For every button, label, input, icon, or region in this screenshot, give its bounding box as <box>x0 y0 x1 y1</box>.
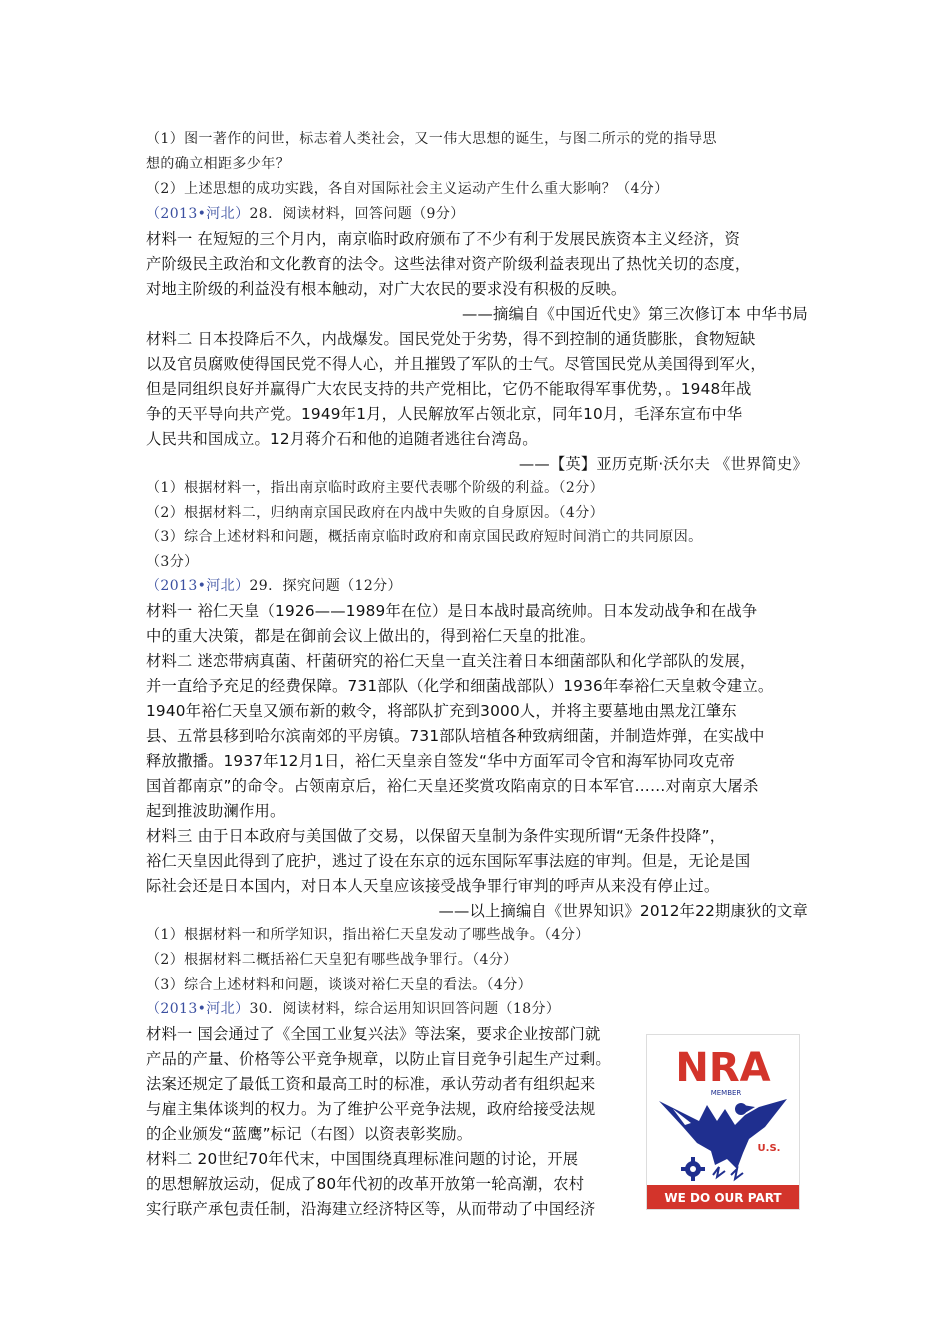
material-line: 的企业颁发“蓝鹰”标记（右图）以资表彰奖励。 <box>146 1125 473 1143</box>
nra-blue-eagle-image <box>646 1034 800 1210</box>
nra-slogan: WE DO OUR PART <box>664 1191 782 1205</box>
material-line: 产阶级民主政治和文化教育的法令。这些法律对资产阶级利益表现出了热忱关切的态度， <box>146 255 751 273</box>
material-line: 1940年裕仁天皇又颁布新的敕令，将部队扩充到3000人，并将主要墓地由黑龙江肇东 <box>146 702 737 720</box>
material-line: 并一直给予充足的经费保障。731部队（化学和细菌战部队）1936年奉裕仁天皇敕令建立。 <box>146 677 774 695</box>
material-line: 材料一 国会通过了《全国工业复兴法》等法案，要求企业按部门就 <box>146 1025 601 1043</box>
source-tag: （2013•河北） <box>146 578 250 594</box>
material-line: 材料三 由于日本政府与美国做了交易，以保留天皇制为条件实现所谓“无条件投降”， <box>146 827 726 845</box>
material-line: 材料二 20世纪70年代末，中国围绕真理标准问题的讨论，开展 <box>146 1150 579 1168</box>
material-line: 材料一 在短短的三个月内，南京临时政府颁布了不少有利于发展民族资本主义经济，资 <box>146 230 740 248</box>
material-line: 中的重大决策，都是在御前会议上做出的，得到裕仁天皇的批准。 <box>146 627 596 645</box>
material-line: 材料一 裕仁天皇（1926——1989年在位）是日本战时最高统帅。日本发动战争和在战争 <box>146 602 758 620</box>
material-line: 法案还规定了最低工资和最高工时的标准，承认劳动者有组织起来 <box>146 1075 596 1093</box>
material-line: 际社会还是日本国内，对日本人天皇应该接受战争罪行审判的呼声从来没有停止过。 <box>146 877 720 895</box>
question-header-28: （2013•河北）28．阅读材料，回答问题（9分） <box>146 206 465 222</box>
material-line: 与雇主集体谈判的权力。为了维护公平竞争法规，政府给接受法规 <box>146 1100 596 1118</box>
question-header-29: （2013•河北）29．探究问题（12分） <box>146 578 402 594</box>
material-line: 产品的产量、价格等公平竞争规章，以防止盲目竞争引起生产过剩。 <box>146 1050 611 1068</box>
material-line: 释放撒播。1937年12月1日，裕仁天皇亲自签发“华中方面军司令官和海军协同攻克帝 <box>146 752 736 770</box>
nra-member-label: MEMBER <box>710 1089 742 1097</box>
question-line: （3分） <box>146 554 199 570</box>
nra-poster-svg <box>647 1035 799 1209</box>
material-line: 争的天平导向共产党。1949年1月，人民解放军占领北京，同年10月，毛泽东宣布中华 <box>146 405 743 423</box>
material-line: 国首都南京”的命令。占领南京后，裕仁天皇还奖赏攻陷南京的日本军官……对南京大屠杀 <box>146 777 759 795</box>
question-line: （1）根据材料一，指出南京临时政府主要代表哪个阶级的利益。（2分） <box>146 480 605 496</box>
question-header-30: （2013•河北）30．阅读材料，综合运用知识回答问题（18分） <box>146 1001 561 1017</box>
question-line: （2）根据材料二概括裕仁天皇犯有哪些战争罪行。（4分） <box>146 952 518 968</box>
question-line: （3）综合上述材料和问题，谈谈对裕仁天皇的看法。（4分） <box>146 977 533 993</box>
nra-us-label: U.S. <box>757 1143 781 1154</box>
material-line: 裕仁天皇因此得到了庇护，逃过了设在东京的远东国际军事法庭的审判。但是，无论是国 <box>146 852 751 870</box>
material-line: 材料二 日本投降后不久，内战爆发。国民党处于劣势，得不到控制的通货膨胀，食物短缺 <box>146 330 756 348</box>
question-line: 想的确立相距多少年？ <box>146 156 290 172</box>
question-line: （1）根据材料一和所学知识，指出裕仁天皇发动了哪些战争。（4分） <box>146 927 590 943</box>
material-line: 实行联产承包责任制，沿海建立经济特区等，从而带动了中国经济 <box>146 1200 596 1218</box>
material-line: 但是同组织良好并赢得广大农民支持的共产党相比，它仍不能取得军事优势，。1948年战 <box>146 380 752 398</box>
material-line: 起到推波助澜作用。 <box>146 802 286 820</box>
question-line: （3）综合上述材料和问题，概括南京临时政府和南京国民政府短时间消亡的共同原因。 <box>146 529 703 545</box>
material-line: 人民共和国成立。12月蒋介石和他的追随者逃往台湾岛。 <box>146 430 538 448</box>
citation-line: ——【英】亚历克斯·沃尔夫 《世界简史》 <box>518 455 808 473</box>
source-tag: （2013•河北） <box>146 1001 250 1017</box>
question-line: （1）图一著作的问世，标志着人类社会，又一伟大思想的诞生，与图二所示的党的指导思 <box>146 131 717 147</box>
material-line: 对地主阶级的利益没有根本触动，对广大农民的要求没有积极的反映。 <box>146 280 627 298</box>
material-line: 材料二 迷恋带病真菌、杆菌研究的裕仁天皇一直关注着日本细菌部队和化学部队的发展， <box>146 652 756 670</box>
material-line: 的思想解放运动，促成了80年代初的改革开放第一轮高潮，农村 <box>146 1175 585 1193</box>
source-tag: （2013•河北） <box>146 206 250 222</box>
citation-line: ——摘编自《中国近代史》第三次修订本 中华书局 <box>462 305 808 323</box>
nra-title: NRA <box>675 1045 771 1091</box>
question-line: （2）根据材料二，归纳南京国民政府在内战中失败的自身原因。（4分） <box>146 505 605 521</box>
question-line: （2）上述思想的成功实践，各自对国际社会主义运动产生什么重大影响？（4分） <box>146 181 669 197</box>
material-line: 以及官员腐败使得国民党不得人心，并且摧毁了军队的士气。尽管国民党从美国得到军火， <box>146 355 766 373</box>
material-line: 县、五常县移到哈尔滨南郊的平房镇。731部队培植各种致病细菌，并制造炸弹，在实战中 <box>146 727 765 745</box>
citation-line: ——以上摘编自《世界知识》2012年22期康狄的文章 <box>438 902 808 920</box>
